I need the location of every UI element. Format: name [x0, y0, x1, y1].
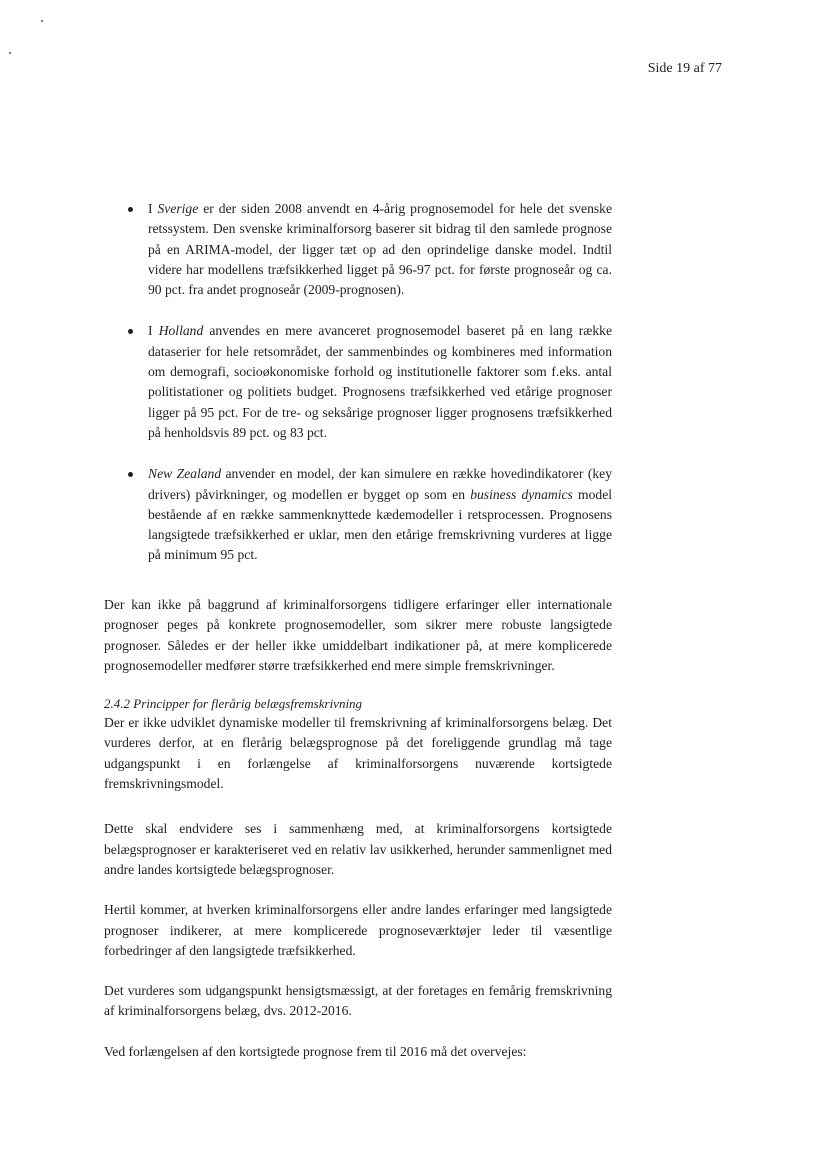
bullet-dot-icon — [128, 207, 133, 212]
section-heading: 2.4.2 Principper for flerårig belægsfremskrivning — [104, 696, 363, 712]
paragraph: Der er ikke udviklet dynamiske modeller til fremskrivning af kriminalforsorgens belæg. Det vurderes derfor, at en flerårig belægsprognose på det foreliggende grundlag må tage udgangspunkt i en forlængelse af kriminalforsorgens nuværende kortsigtede fremskrivningsmodel. — [104, 715, 612, 792]
list-item-sverige: I Sverige er der siden 2008 anvendt en 4-årig prognosemodel for hele det svenske retssystem. Den svenske kriminalforsorg baserer sit bidrag til den samlede prognose på en ARIMA-model, der ligger tæt op ad den oprindelige danske model. Indtil videre har modellens træfsikkerhed ligget på 96-97 pct. for første prognoseår og ca. 90 pct. fra andet prognoseår (2009-prognosen). — [126, 199, 612, 300]
paragraph: Ved forlængelsen af den kortsigtede prognose frem til 2016 må det overvejes: — [104, 1043, 527, 1059]
section-2-4-2 — [104, 694, 612, 794]
bullet-dot-icon — [128, 472, 133, 477]
list-item-holland: I Holland anvendes en mere avanceret prognosemodel baseret på en lang række dataserier for hele retsområdet, der sammenbindes og kombineres med information om demografi, socioøkonomiske forhold og institutionelle faktorer som f.eks. antal politistationer og politiets budget. Prognosens træfsikkerhed ved etårige prognoser ligger på 95 pct. For de tre- og seksårige prognoser ligger prognosens træfsikkerhed på henholdsvis 89 pct. og 83 pct. — [126, 321, 612, 443]
paragraph: Der kan ikke på baggrund af kriminalforsorgens tidligere erfaringer eller internationale prognoser peges på konkrete prognosemodeller, som sikrer mere robuste langsigtede prognoser. Således er der heller ikke umiddelbart indikationer på, at mere komplicerede prognosemodeller medfører større træfsikkerhed end mere simple fremskrivninger. — [104, 597, 612, 673]
paragraph: Det vurderes som udgangspunkt hensigtsmæssigt, at der foretages en femårig fremskrivning af kriminalforsorgens belæg, dvs. 2012-2016. — [104, 983, 612, 1019]
list-item-text: anvendes en mere avanceret prognosemodel baseret på en lang række dataserier for hele retsområdet, der sammenbindes og kombineres med information om demografi, socioøkonomiske forhold og institutionelle faktorer som f.eks. antal politistationer og politiets budget. Prognosens træfsikkerhed ved etårige prognoser ligger på 95 pct. For de tre- og seksårige prognoser ligger prognosens træfsikkerhed på henholdsvis 89 pct. og 83 pct. — [148, 323, 612, 440]
paragraph: Dette skal endvidere ses i sammenhæng med, at kriminalforsorgens kortsigtede belægsprognoser er karakteriseret ved en relativ lav usikkerhed, herunder sammenlignet med andre landes kortsigtede belægsprognoser. — [104, 821, 612, 877]
country-name: Holland — [158, 323, 204, 339]
paragraph: Hertil kommer, at hverken kriminalforsorgens eller andre landes erfaringer med langsigtede prognoser indikerer, at mere komplicerede prognoseværktøjer leder til væsentlige forbedringer af den langsigtede træfsikkerhed. — [104, 902, 612, 958]
scan-speck — [9, 52, 11, 54]
list-item-text: er der siden 2008 anvendt en 4-årig prognosemodel for hele det svenske retssystem. Den svenske kriminalforsorg baserer sit bidrag til den samlede prognose på en ARIMA-model, der ligger tæt op ad den oprindelige danske model. Indtil videre har modellens træfsikkerhed ligget på 96-97 pct. for første prognoseår og ca. 90 pct. fra andet prognoseår (2009-prognosen). — [148, 201, 612, 298]
page-number: Side 19 af 77 — [647, 61, 722, 76]
list-item-new-zealand — [126, 464, 612, 565]
scan-speck — [41, 20, 43, 22]
country-list — [126, 199, 612, 566]
list-item-text: model bestående af en række sammenknyttede kædemodeller i retsprocessen. Prognosens langsigtede træfsikkerhed er uklar, men den etårige fremskrivning vurderes at ligge på minimum 95 pct. — [148, 486, 613, 563]
term: business dynamics — [470, 486, 573, 502]
body-text — [104, 595, 612, 1062]
list-item-text: anvender en model, der kan simulere en række hovedindikatorer (key drivers) påvirkninger, og modellen er bygget op som en — [148, 466, 612, 502]
country-name: New Zealand — [148, 466, 222, 482]
bullet-dot-icon — [128, 329, 133, 334]
country-name: Sverige — [157, 201, 199, 216]
